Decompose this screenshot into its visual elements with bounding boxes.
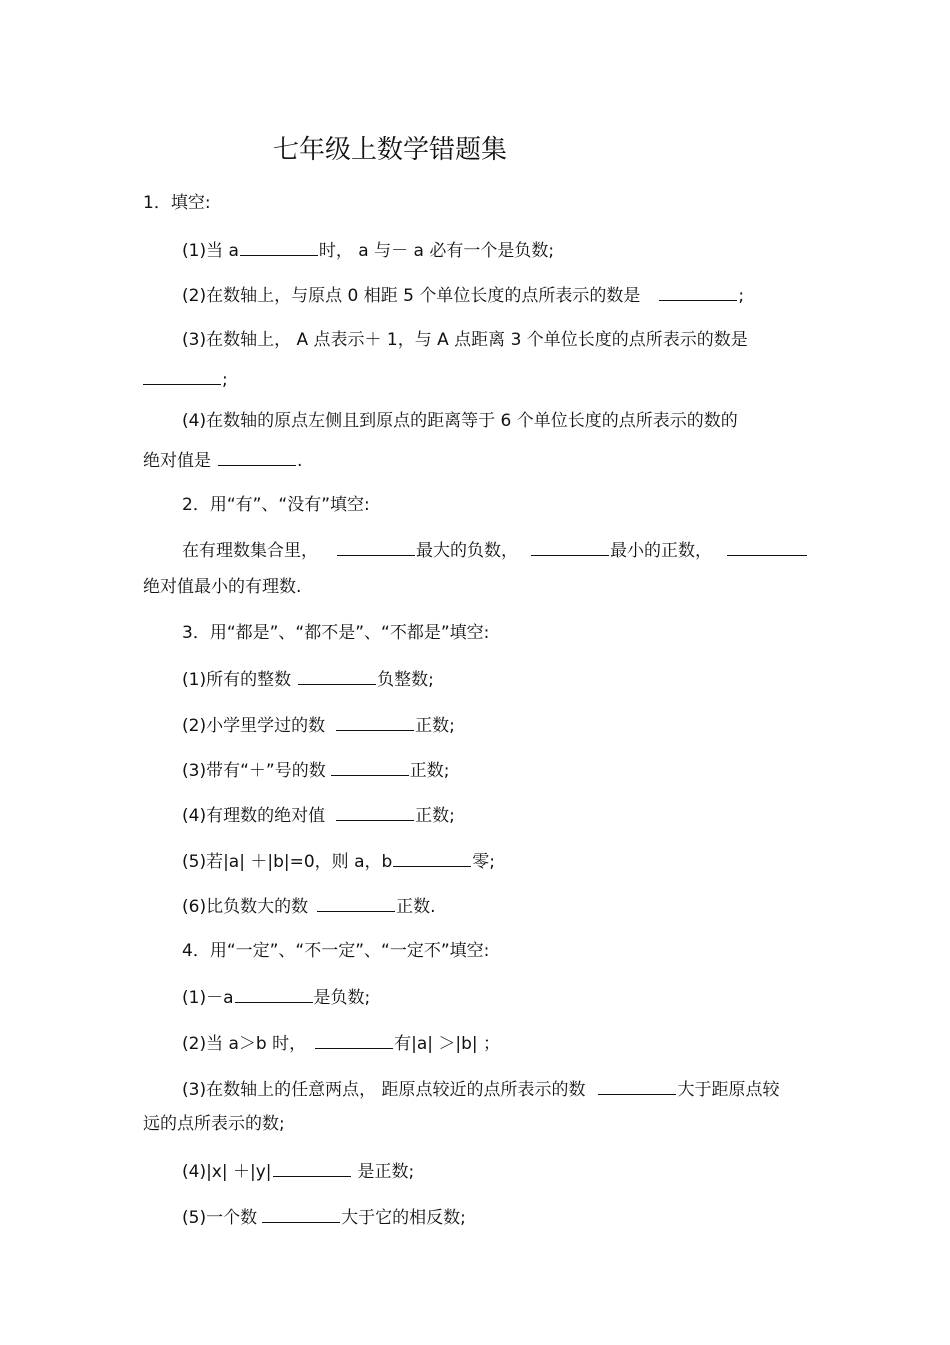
s3-q6-text-b: 正数.	[396, 897, 436, 917]
s2-text-b: 最大的负数，	[416, 541, 518, 561]
s1-q4-text-c: .	[297, 451, 303, 471]
s3-q2-text-a: (2)小学里学过的数	[182, 716, 326, 736]
s4-q4-text-b: 是正数;	[357, 1162, 415, 1182]
s2-text-a: 在有理数集合里，	[182, 541, 318, 561]
s2-line2: 绝对值最小的有理数.	[143, 577, 302, 597]
s4-q1-text-a: (1)－a	[182, 988, 234, 1008]
answer-blank	[143, 367, 221, 385]
s4-q5	[182, 1205, 466, 1229]
s4-q1-text-b: 是负数;	[313, 988, 371, 1008]
s4-q2-text-b: 有|a| ＞|b| ；	[394, 1034, 501, 1054]
s3-q4	[182, 803, 455, 827]
answer-blank	[317, 894, 395, 912]
answer-blank	[727, 538, 807, 556]
answer-blank	[235, 985, 313, 1003]
answer-blank	[298, 667, 376, 685]
s4-q5-text-a: (5)一个数	[182, 1208, 258, 1228]
s1-q3: (3)在数轴上， A 点表示＋ 1，与 A 点距离 3 个单位长度的点所表示的数是	[182, 330, 748, 350]
s4-q4-text-a: (4)|x| ＋|y|	[182, 1162, 272, 1182]
s3-q3	[182, 758, 449, 782]
answer-blank	[273, 1159, 351, 1177]
s3-q1-text-b: 负整数;	[377, 670, 434, 690]
answer-blank	[598, 1077, 676, 1095]
answer-blank	[531, 538, 609, 556]
s2-line1	[182, 538, 808, 562]
s3-q4-text-a: (4)有理数的绝对值	[182, 806, 326, 826]
s1-q4-text-b: 绝对值是	[143, 451, 211, 471]
s3-q5-text-b: 零;	[472, 852, 496, 872]
s3-q1	[182, 667, 434, 691]
answer-blank	[315, 1031, 393, 1049]
answer-blank	[336, 713, 414, 731]
s3-q3-text-a: (3)带有“＋”号的数	[182, 761, 326, 781]
s1-q2	[182, 283, 744, 307]
s3-q3-text-b: 正数;	[409, 761, 450, 781]
section-1-heading: 1．填空:	[143, 193, 211, 213]
answer-blank	[337, 538, 415, 556]
s3-q5	[182, 849, 495, 873]
answer-blank	[659, 283, 737, 301]
document-title: 七年级上数学错题集	[273, 135, 508, 165]
s3-q4-text-b: 正数;	[415, 806, 455, 826]
s4-q3-cont: 远的点所表示的数;	[143, 1114, 285, 1134]
s3-q1-text-a: (1)所有的整数	[182, 670, 292, 690]
s1-q3-cont	[143, 367, 228, 391]
s3-q5-text-a: (5)若|a| ＋|b|=0，则 a，b	[182, 852, 393, 872]
answer-blank	[262, 1205, 340, 1223]
s3-q6	[182, 894, 436, 918]
answer-blank	[336, 803, 414, 821]
answer-blank	[240, 238, 318, 256]
s3-q6-text-a: (6)比负数大的数	[182, 897, 309, 917]
s4-q3-text-b: 大于距原点较	[677, 1080, 780, 1100]
s1-q2-text-b: ;	[738, 286, 745, 306]
s1-q4-cont	[143, 448, 302, 472]
s3-q2-text-b: 正数;	[415, 716, 455, 736]
s4-q3-text-a: (3)在数轴上的任意两点， 距原点较近的点所表示的数	[182, 1080, 586, 1100]
s2-text-c: 最小的正数，	[610, 541, 712, 561]
s4-q5-text-b: 大于它的相反数;	[341, 1208, 466, 1228]
s4-q2-text-a: (2)当 a＞b 时，	[182, 1034, 307, 1054]
s1-q1	[182, 238, 554, 262]
section-3-heading: 3．用“都是”、“都不是”、“不都是”填空:	[182, 623, 490, 643]
s1-q3-text-b: ;	[222, 370, 228, 390]
s4-q2	[182, 1031, 500, 1055]
section-2-heading: 2．用“有”、“没有”填空:	[182, 495, 370, 515]
answer-blank	[218, 448, 296, 466]
s3-q2	[182, 713, 455, 737]
s4-q3	[182, 1077, 779, 1101]
s1-q4: (4)在数轴的原点左侧且到原点的距离等于 6 个单位长度的点所表示的数的	[182, 411, 738, 431]
s1-q2-text-a: (2)在数轴上，与原点 0 相距 5 个单位长度的点所表示的数是	[182, 286, 641, 306]
section-4-heading: 4．用“一定”、“不一定”、“一定不”填空:	[182, 941, 490, 961]
s1-q1-text-b: 时， a 与－ a 必有一个是负数;	[318, 241, 555, 261]
s4-q4	[182, 1159, 414, 1183]
answer-blank	[331, 758, 409, 776]
s1-q1-text-a: (1)当 a	[182, 241, 239, 261]
answer-blank	[393, 849, 471, 867]
s4-q1	[182, 985, 370, 1009]
